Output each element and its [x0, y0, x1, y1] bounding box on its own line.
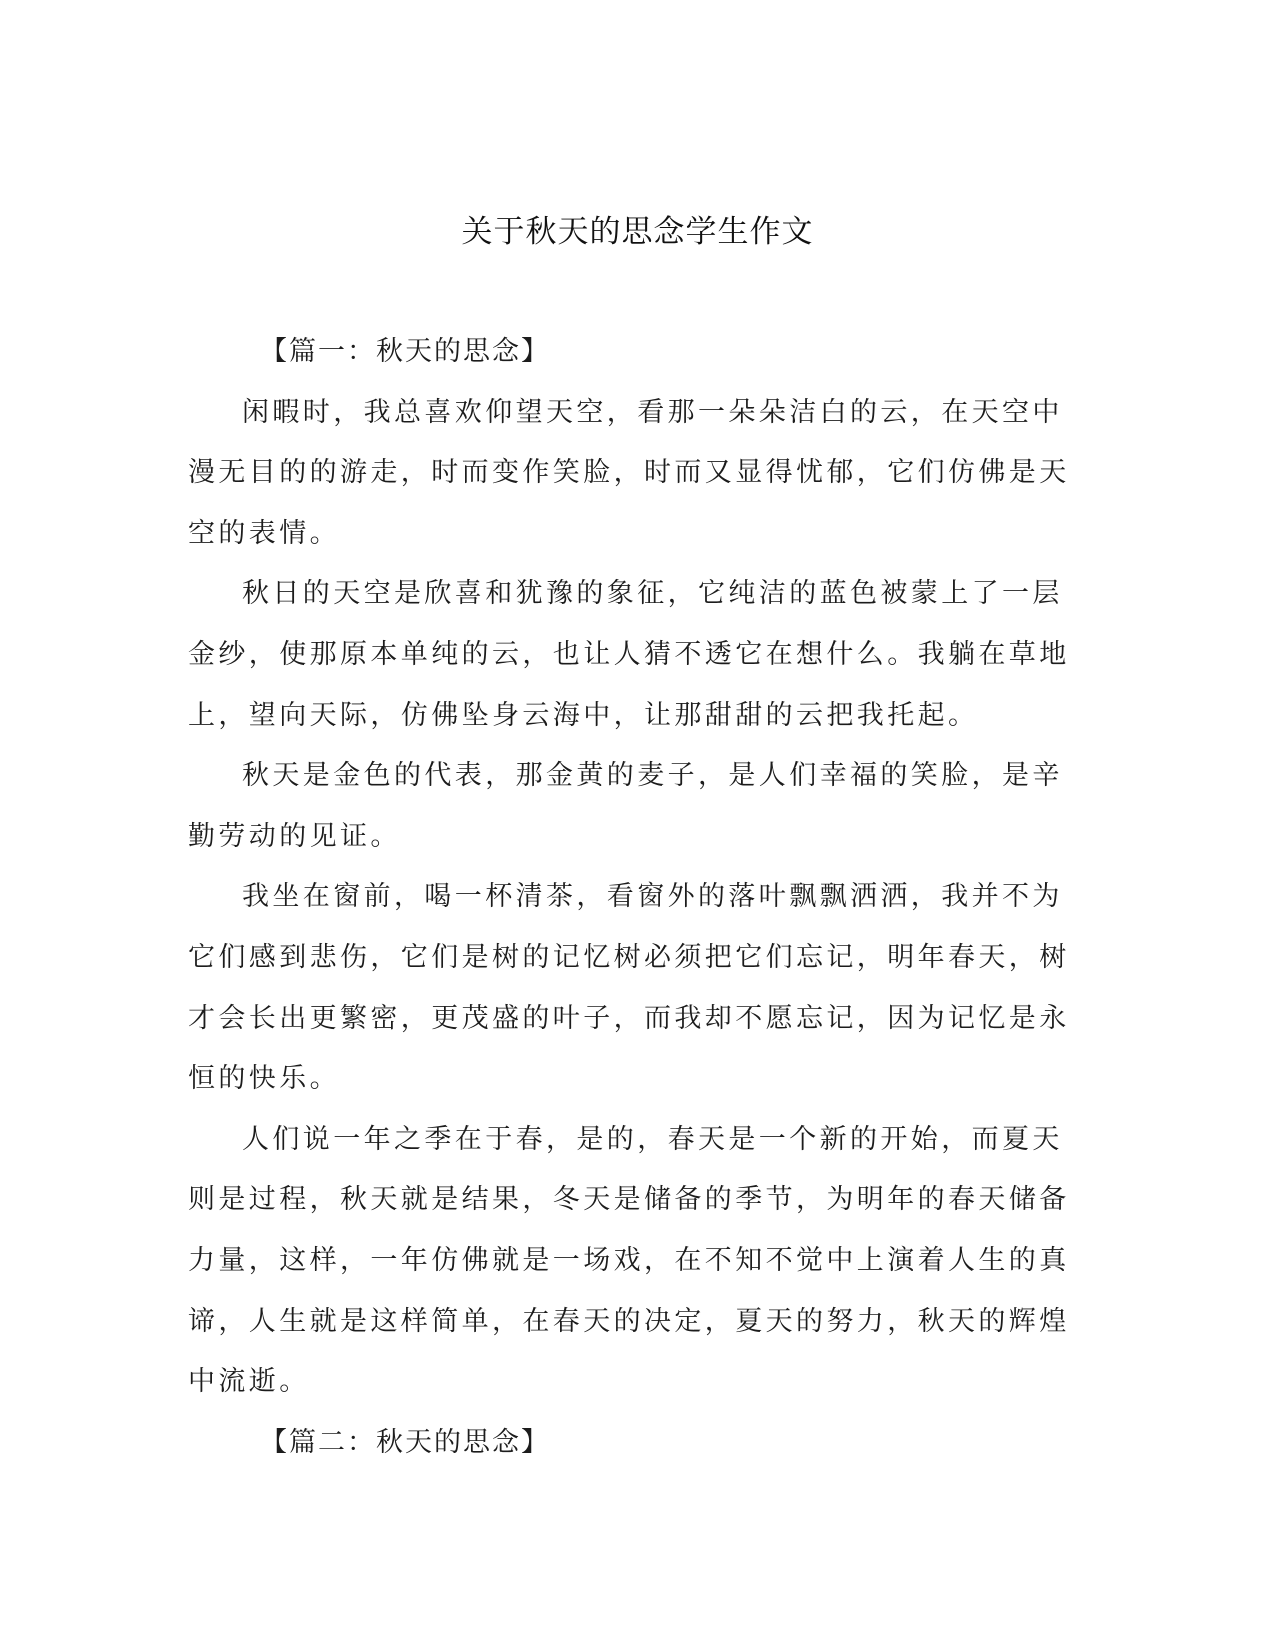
paragraph-3: 秋天是金色的代表，那金黄的麦子，是人们幸福的笑脸，是辛勤劳动的见证。	[188, 760, 1063, 852]
paragraph-2: 秋日的天空是欣喜和犹豫的象征，它纯洁的蓝色被蒙上了一层金纱，使那原本单纯的云，也让人猜不透它在想什么。我躺在草地上，望向天际，仿佛坠身云海中，让那甜甜的云把我托起。	[188, 578, 1070, 731]
paragraph-5: 人们说一年之季在于春，是的，春天是一个新的开始，而夏天则是过程，秋天就是结果，冬天是储备的季节，为明年的春天储备力量，这样，一年仿佛就是一场戏，在不知不觉中上演着人生的真谛，人生就是这样简单，在春天的决定，夏天的努力，秋天的辉煌中流逝。	[188, 1123, 1070, 1398]
section-heading-2: 【篇二：秋天的思念】	[260, 1426, 550, 1458]
section-heading-1: 【篇一：秋天的思念】	[260, 336, 550, 367]
paragraph-4: 我坐在窗前，喝一杯清茶，看窗外的落叶飘飘洒洒，我并不为它们感到悲伤，它们是树的记忆树必须把它们忘记，明年春天，树才会长出更繁密，更茂盛的叶子，而我却不愿忘记，因为记忆是永恒的快乐。	[188, 881, 1070, 1095]
document-body	[188, 322, 1083, 1473]
page-title: 关于秋天的思念学生作文	[461, 214, 814, 250]
paragraph-1: 闲暇时，我总喜欢仰望天空，看那一朵朵洁白的云，在天空中漫无目的的游走，时而变作笑脸，时而又显得忧郁，它们仿佛是天空的表情。	[188, 396, 1070, 549]
